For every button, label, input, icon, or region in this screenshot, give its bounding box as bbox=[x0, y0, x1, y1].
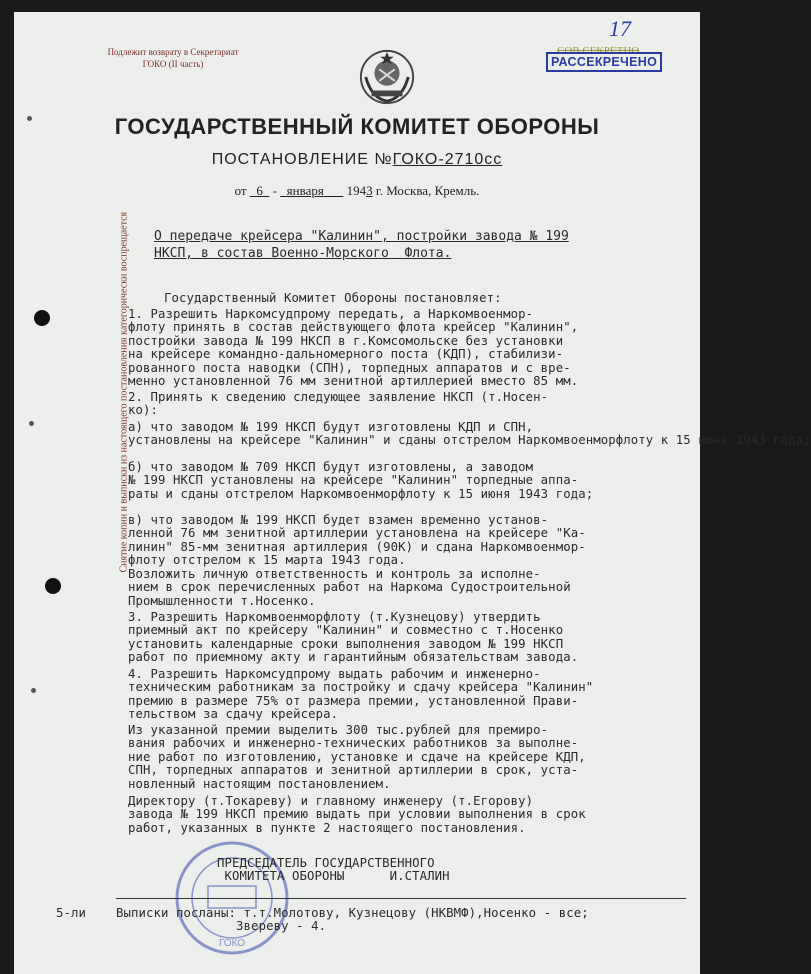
paragraph-2c: в) что заводом № 199 НКСП будет взамен временно установ- ленной 76 мм зенитной артиллерии установлена на крейсере "Ка- линин" 85-мм зенитная артиллерия (90К) и сдана Наркомвоенмор- флоту отстрелом к 15 марта 1943 года. bbox=[128, 513, 586, 568]
paragraph-4: 4. Разрешить Наркомсудпрому выдать рабочим и инженерно- техническим работникам за постройку и сдачу крейсера "Калинин" премию в размере 75% от размера премии, установленной Прави- тельством за сдачу крейсера. bbox=[128, 667, 594, 722]
dateline: от 6 - января 1943 г. Москва, Кремль. bbox=[234, 183, 480, 198]
paragraph-2d: Возложить личную ответственность и контроль за исполне- нием в срок перечисленных работ на Наркома Судостроительной Промышленности т.Носенко. bbox=[128, 567, 571, 608]
margin-dot bbox=[31, 688, 36, 693]
declassified-stamp: РАССЕКРЕЧЕНО bbox=[546, 52, 662, 72]
old-secrecy-mark: СОВ.СЕКРЕТНО bbox=[557, 45, 640, 57]
margin-dot bbox=[29, 421, 34, 426]
body-intro: Государственный Комитет Обороны постановляет: bbox=[164, 291, 502, 305]
punch-hole bbox=[45, 578, 61, 594]
paragraph-4a: Из указанной премии выделить 300 тыс.рублей для премиро- вания рабочих и инженерно-технических работников за выполне- ние работ по изготовлению, установке и сдаче на крейсере КДП, СПН, торпедных аппаратов и зенитной артиллерии в срок, уста- новленный настоящим постановлением. bbox=[128, 723, 586, 791]
paragraph-2: 2. Принять к сведению следующее заявление НКСП (т.Носен- ко): bbox=[128, 390, 549, 418]
date-year-prefix: 194 bbox=[346, 183, 367, 198]
paragraph-1: 1. Разрешить Наркомсудпрому передать, а Наркомвоенмор- флоту принять в состав действующего флота крейсер "Калинин", постройки завода № 199 НКСП в г.Комсомольске без установки на крейсере командно-дальномерного поста (КДП), стабилизи- рованного поста наводки (СПН), торпедных аппаратов и с вре- менно установленной 76 мм зенитной артиллерией вместо 85 мм. bbox=[128, 307, 579, 389]
paragraph-2a: а) что заводом № 199 НКСП будут изготовлены КДП и СПН, установлены на крейсере "Калинин" и сданы отстрелом Наркомвоенморфлоту к 15 июня 1943 года; bbox=[128, 420, 811, 448]
state-emblem-icon bbox=[358, 48, 416, 106]
date-prefix: от bbox=[234, 183, 247, 198]
distribution-list: Выписки посланы: т.т.Молотову, Кузнецову (НКВМФ),Носенко - все; Звереву - 4. bbox=[116, 906, 589, 934]
decree-number bbox=[14, 151, 700, 169]
round-seal-label: ГОКО bbox=[218, 938, 246, 949]
return-note-line: Подлежит возврату в Секретариат bbox=[107, 47, 239, 57]
date-suffix: г. Москва, Кремль. bbox=[375, 183, 480, 198]
paragraph-3: 3. Разрешить Наркомвоенморфлоту (т.Кузнецову) утвердить приемный акт по крейсеру "Калинин" и совместно с т.Носенко установить календарные сроки выполнения заводом № 199 НКСП работ по приемному акту и гарантийным обязательствам завода. bbox=[128, 610, 579, 665]
divider bbox=[116, 898, 686, 899]
side-note: Снятие копии и выписки из настоящего постановления категорически воспрещается bbox=[118, 211, 130, 573]
decree-number-value: ГОКО-2710сс bbox=[392, 151, 503, 168]
signature-block: ПРЕДСЕДАТЕЛЬ ГОСУДАРСТВЕННОГО КОМИТЕТА ОБОРОНЫ И.СТАЛИН bbox=[217, 856, 450, 884]
committee-title: ГОСУДАРСТВЕННЫЙ КОМИТЕТ ОБОРОНЫ bbox=[114, 114, 600, 139]
paragraph-4b: Директору (т.Токареву) и главному инженеру (т.Егорову) завода № 199 НКСП премию выдать при условии выполнения в срок работ, указанных в пункте 2 настоящего постановления. bbox=[128, 794, 586, 835]
document-page bbox=[14, 12, 811, 974]
return-note-line: ГОКО (II часть) bbox=[142, 59, 204, 69]
punch-hole bbox=[34, 310, 50, 326]
paragraph-2b: б) что заводом № 709 НКСП будут изготовлены, а заводом № 199 НКСП установлены на крейсере "Калинин" торпедные аппа- раты и сданы отстрелом Наркомвоенморфлоту к 15 июня 1943 года; bbox=[128, 460, 594, 501]
page-number: 17 bbox=[609, 16, 631, 41]
distribution-count: 5-ли bbox=[56, 906, 87, 920]
date-year-digit: 3 bbox=[366, 183, 373, 198]
return-note bbox=[98, 46, 248, 70]
decree-label: ПОСТАНОВЛЕНИЕ № bbox=[211, 151, 393, 168]
date-day: 6 bbox=[256, 183, 263, 198]
date-month: января bbox=[286, 183, 324, 198]
decree-subject: О передаче крейсера "Калинин", постройки завода № 199 НКСП, в состав Военно-Морского Флота. bbox=[154, 229, 569, 261]
